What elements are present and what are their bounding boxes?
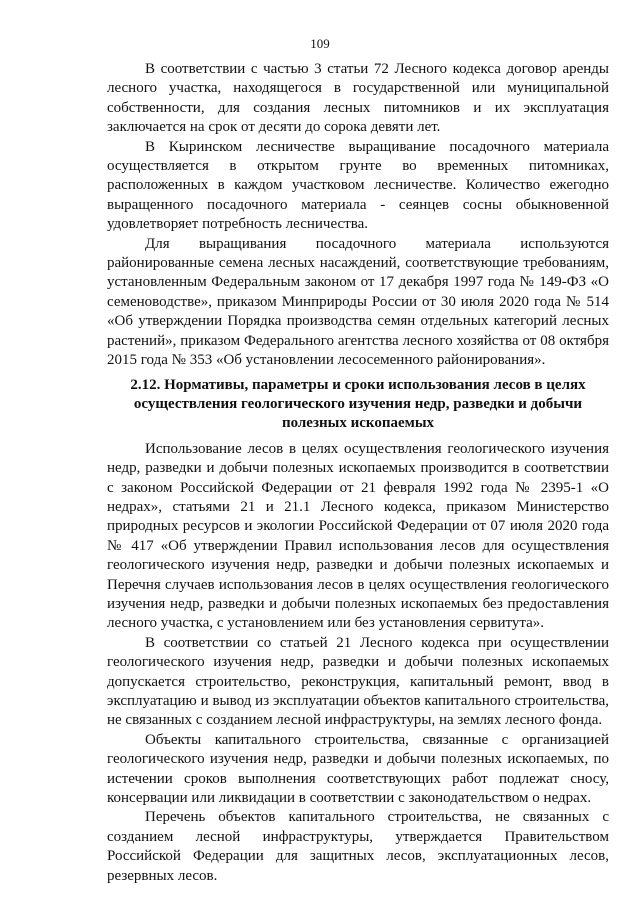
paragraph-objects-list: Перечень объектов капитального строительства, не связанных с созданием лесной инфраструктуры, утверждается Правительством Российской Федерации для защитных лесов, эксплуатационных лесов, резервных лесов. [107,809,609,884]
paragraph-construction-allowed: В соответствии со статьей 21 Лесного кодекса при осуществлении геологического изучения недр, разведки и добычи полезных ископаемых допускается строительство, реконструкция, капитальный ремонт, ввод в эксплуатацию и вывод из эксплуатации объектов капитального строительства, не связанных с созданием лесной инфраструктуры, на землях лесного фонда. [107,634,609,729]
section-heading: 2.12. Нормативы, параметры и сроки использования лесов в целях осуществления геологического изучения недр, разведки и добычи полезных ископаемых [130,376,586,432]
paragraph-seed-requirements: Для выращивания посадочного материала используются районированные семена лесных насаждений, соответствующие требованиям, установленным Федеральным законом от 17 декабря 1997 года № 149-ФЗ «О семеноводстве», приказом Минприроды России от 30 июля 2020 года № 514 «Об утверждении Порядка производства семян отдельных категорий лесных растений», приказом Федерального агентства лесного хозяйства от 08 октября 2015 года № 353 «Об установлении лесосеменного районирования». [107,235,609,369]
paragraph-capital-objects: Объекты капитального строительства, связанные с организацией геологического изучения недр, разведки и добычи полезных ископаемых, по истечении сроков выполнения соответствующих работ подлежат сносу, консервации или ликвидации в соответствии с законодательством о недрах. [107,731,609,807]
page-number: 109 [310,36,330,51]
paragraph-lease-term: В соответствии с частью 3 статьи 72 Лесного кодекса договор аренды лесного участка, находящегося в государственной или муниципальной собственности, для создания лесных питомников и их эксплуатация заключается на срок от десяти до сорока девяти лет. [107,61,609,136]
paragraph-kyrinskoe-nursery: В Кыринском лесничестве выращивание посадочного материала осуществляется в открытом грунте во временных питомниках, расположенных в каждом участковом лесничестве. Количество ежегодно выращенного посадочного материала - сеянцев сосны обыкновенной удовлетворяет потребность лесничества. [107,138,609,233]
page-content [107,60,609,886]
paragraph-geology-use: Использование лесов в целях осуществления геологического изучения недр, разведки и добычи полезных ископаемых производится в соответствии с законом Российской Федерации от 21 февраля 1992 года № 2395-1 «О недрах», статьями 21 и 21.1 Лесного кодекса, приказом Министерство природных ресурсов и экологии Российской Федерации от 07 июля 2020 года № 417 «Об утверждении Правил использования лесов для осуществления геологического изучения недр, разведки и добычи полезных ископаемых и Перечня случаев использования лесов в целях осуществления геологического изучения недр, разведки и добычи полезных ископаемых без предоставления лесного участка, с установлением или без установления сервитута». [107,440,609,632]
